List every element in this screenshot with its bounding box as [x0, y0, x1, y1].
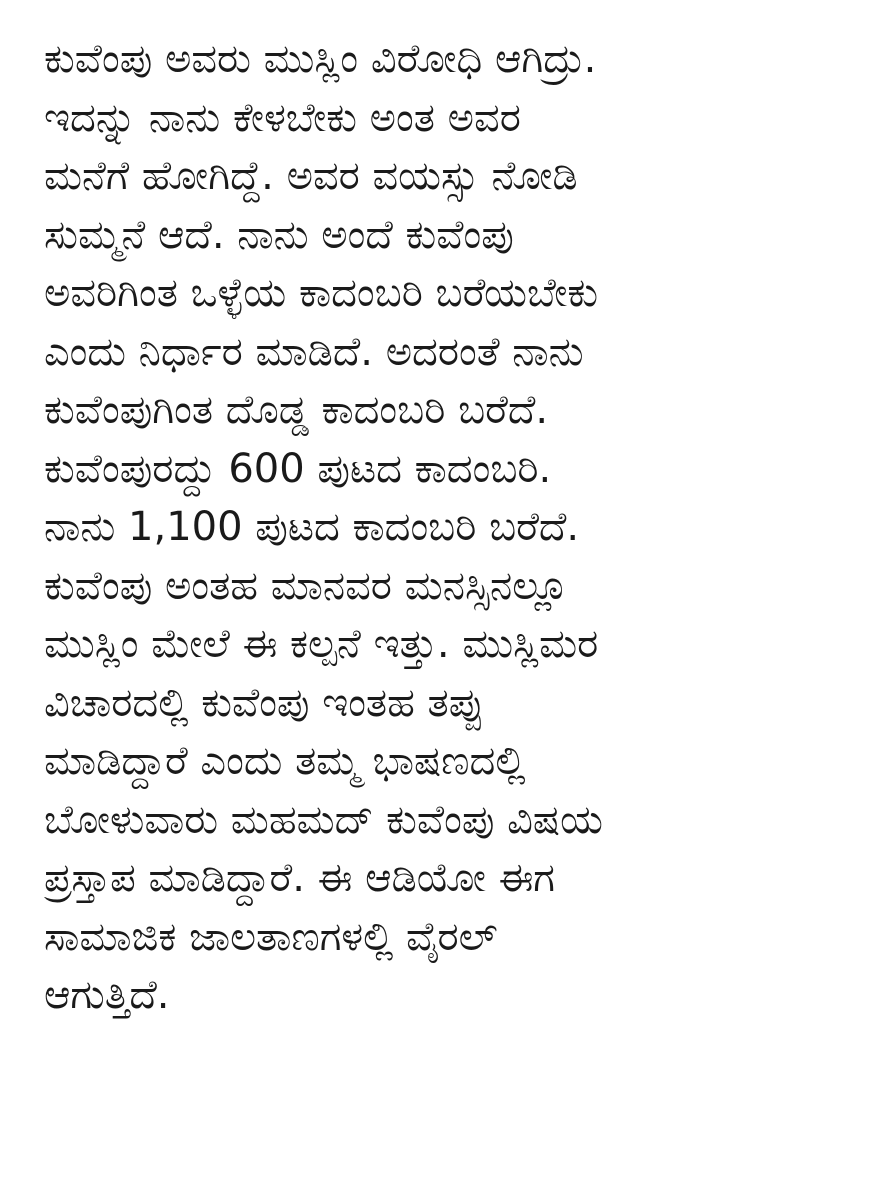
- article-paragraph: [44, 30, 844, 1025]
- paragraph-line: ಇದನ್ನು ನಾನು ಕೇಳಬೇಕು ಅಂತ ಅವರ: [44, 94, 521, 141]
- paragraph-line: ಕುವೆಂಪುಗಿಂತ ದೊಡ್ಡ ಕಾದಂಬರಿ ಬರೆದೆ.: [44, 387, 549, 433]
- paragraph-line: ವಿಚಾರದಲ್ಲಿ ಕುವೆಂಪು ಇಂತಹ ತಪ್ಪು: [44, 679, 485, 726]
- paragraph-line: ಸಾಮಾಜಿಕ ಜಾಲತಾಣಗಳಲ್ಲಿ ವೈರಲ್: [44, 913, 498, 960]
- paragraph-line: ಎಂದು ನಿರ್ಧಾರ ಮಾಡಿದೆ. ಅದರಂತೆ ನಾನು: [44, 328, 584, 375]
- paragraph-line: ಮನೆಗೆ ಹೋಗಿದ್ದೆ. ಅವರ ವಯಸ್ಸು ನೋಡಿ: [44, 153, 578, 199]
- paragraph-line: ಕುವೆಂಪುರದ್ದು 600 ಪುಟದ ಕಾದಂಬರಿ.: [44, 445, 552, 492]
- paragraph-line: ಕುವೆಂಪು ಅಂತಹ ಮಾನವರ ಮನಸ್ಸಿನಲ್ಲೂ: [44, 562, 569, 609]
- paragraph-line: ಆಗುತ್ತಿದೆ.: [44, 972, 170, 1018]
- paragraph-line: ಮಾಡಿದ್ದಾರೆ ಎಂದು ತಮ್ಮ ಭಾಷಣದಲ್ಲಿ: [44, 738, 526, 784]
- paragraph-line: ಮುಸ್ಲಿಂ ಮೇಲೆ ಈ ಕಲ್ಪನೆ ಇತ್ತು. ಮುಸ್ಲಿಮರ: [44, 621, 599, 667]
- paragraph-line: ಬೋಳುವಾರು ಮಹಮದ್ ಕುವೆಂಪು ವಿಷಯ: [44, 796, 603, 843]
- paragraph-line: ಕುವೆಂಪು ಅವರು ಮುಸ್ಲಿಂ ವಿರೋಧಿ ಆಗಿದ್ರು.: [44, 36, 597, 82]
- paragraph-line: ಅವರಿಗಿಂತ ಒಳ್ಳೆಯ ಕಾದಂಬರಿ ಬರೆಯಬೇಕು: [44, 270, 599, 316]
- paragraph-line: ನಾನು 1,100 ಪುಟದ ಕಾದಂಬರಿ ಬರೆದೆ.: [44, 504, 580, 550]
- paragraph-line: ಪ್ರಸ್ತಾಪ ಮಾಡಿದ್ದಾರೆ. ಈ ಆಡಿಯೋ ಈಗ: [44, 855, 555, 901]
- paragraph-line: ಸುಮ್ಮನೆ ಆದೆ. ನಾನು ಅಂದೆ ಕುವೆಂಪು: [44, 211, 514, 258]
